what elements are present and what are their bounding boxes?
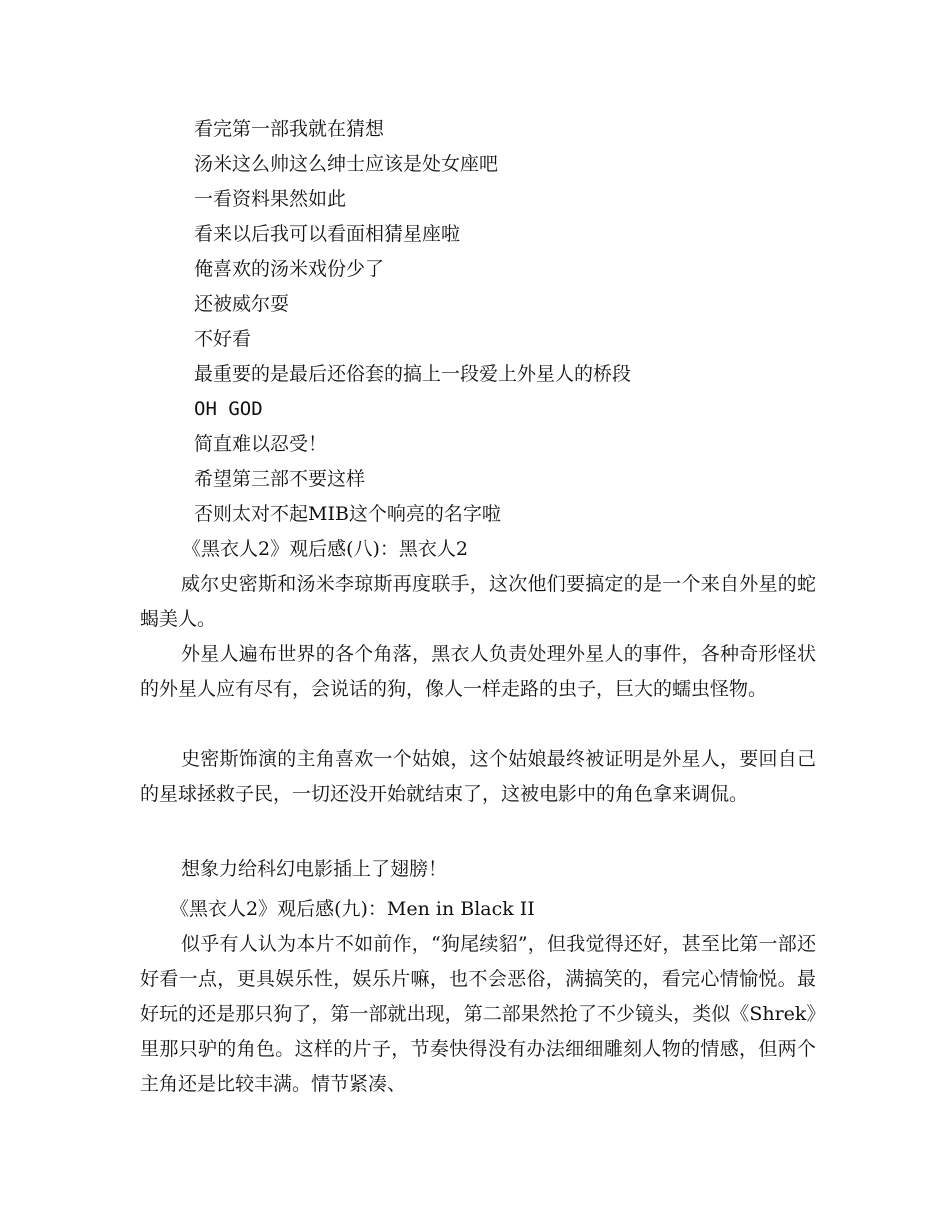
- poem-line-1: 看完第一部我就在猜想: [194, 118, 385, 140]
- poem-line-7: 不好看: [194, 328, 252, 350]
- section-9-title: 《黑衣人2》观后感(九)：Men in Black II: [170, 898, 535, 920]
- section-8-paragraph-2: 外星人遍布世界的各个角落，黑衣人负责处理外星人的事件，各种奇形怪状的外星人应有尽有，会说话的狗，像人一样走路的虫子，巨大的蠕虫怪物。: [140, 643, 816, 700]
- poem-line-3: 一看资料果然如此: [194, 188, 347, 210]
- poem-line-12: 否则太对不起MIB这个响亮的名字啦: [194, 503, 501, 525]
- poem-line-2: 汤米这么帅这么绅士应该是处女座吧: [194, 153, 499, 175]
- poem-line-11: 希望第三部不要这样: [194, 468, 366, 490]
- section-9-paragraph-1: 似乎有人认为本片不如前作，“狗尾续貂”，但我觉得还好，甚至比第一部还好看一点，更具娱乐性，娱乐片嘛，也不会恶俗，满搞笑的，看完心情愉悦。最好玩的还是那只狗了，第一部就出现，第二部果然抢了不少镜头，类似《Shrek》里那只驴的角色。这样的片子，节奏快得没有办法细细雕刻人物的情感，但两个主角还是比较丰满。情节紧凑、: [140, 933, 816, 1095]
- poem-line-8: 最重要的是最后还俗套的搞上一段爱上外星人的桥段: [194, 363, 632, 385]
- poem-line-4: 看来以后我可以看面相猜星座啦: [194, 223, 461, 245]
- poem-line-10: 简直难以忍受！: [194, 433, 328, 455]
- poem-line-6: 还被威尔耍: [194, 293, 290, 315]
- section-8-paragraph-1: 威尔史密斯和汤米李琼斯再度联手，这次他们要搞定的是一个来自外星的蛇蝎美人。: [140, 573, 816, 630]
- section-8-paragraph-3: 史密斯饰演的主角喜欢一个姑娘，这个姑娘最终被证明是外星人，要回自己的星球拯救子民，一切还没开始就结束了，这被电影中的角色拿来调侃。: [140, 748, 816, 805]
- section-8-paragraph-4: 想象力给科幻电影插上了翅膀！: [181, 858, 448, 880]
- poem-line-5: 俺喜欢的汤米戏份少了: [194, 258, 385, 280]
- poem-line-9: OH GOD: [194, 398, 263, 420]
- section-8-title: 《黑衣人2》观后感(八)：黑衣人2: [182, 538, 469, 560]
